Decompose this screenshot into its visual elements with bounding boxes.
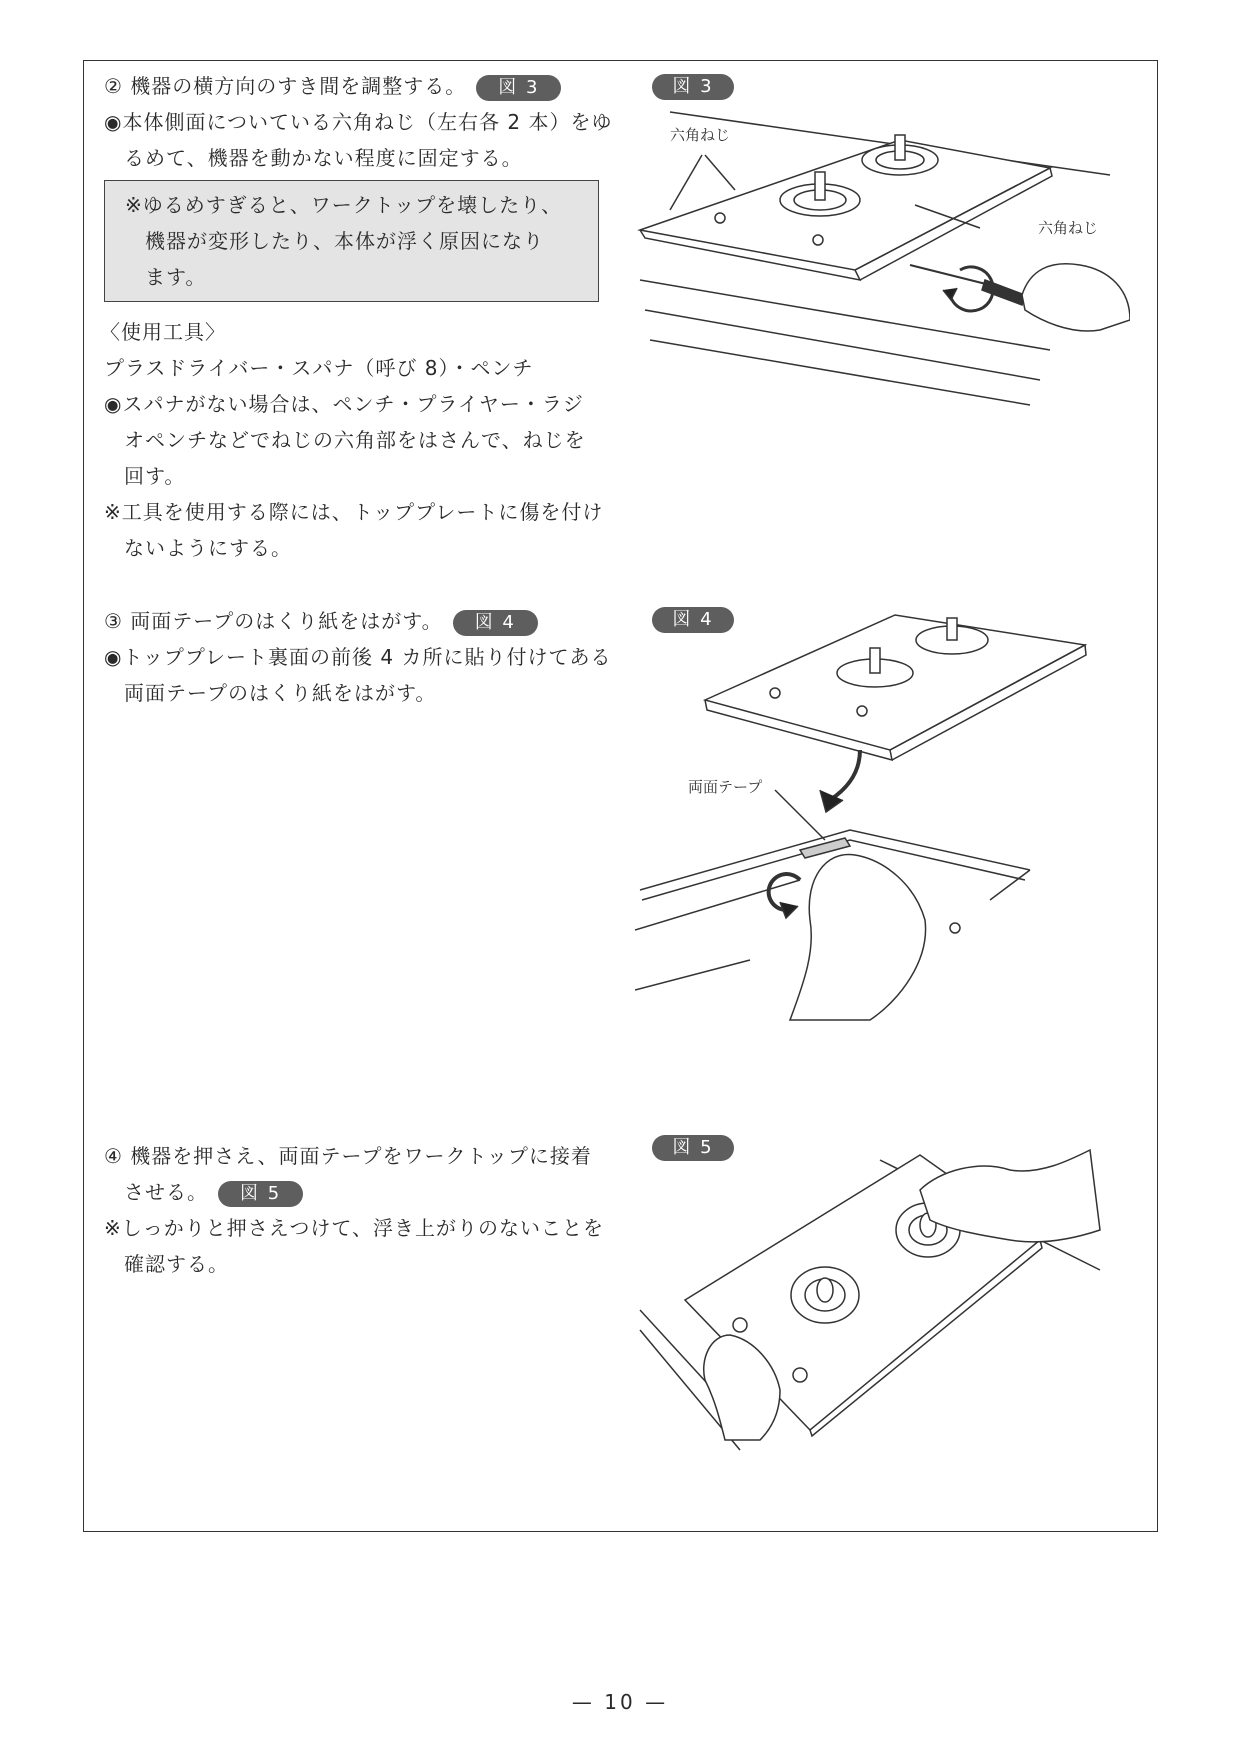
step3-line2: 両面テープのはくり紙をはがす。 [124,681,437,705]
caution-line3: ます。 [145,265,207,289]
step3-line1: ◉トッププレート裏面の前後 4 カ所に貼り付けてある [104,645,612,669]
step2-figure-badge: 図 3 [476,75,561,101]
step2-title: ② 機器の横方向のすき間を調整する。 [104,74,467,98]
warn-line2: ないようにする。 [124,536,292,560]
figure-3-illustration [630,100,1130,420]
tip-line3: 回す。 [124,464,186,488]
step4-note1: ※しっかりと押さえつけて、浮き上がりのないことを [104,1216,604,1240]
fig3-callout-right: 六角ねじ [1038,219,1099,237]
tip-line2: オペンチなどでねじの六角部をはさんで、ねじを [124,428,586,452]
figure-4 [630,600,1110,1030]
step4-line2: させる。 [124,1180,208,1204]
fig4-callout: 両面テープ [688,778,763,796]
caution-line2: 機器が変形したり、本体が浮く原因になり [145,229,544,253]
step3-figure-badge: 図 4 [453,610,538,636]
fig5-label: 図 5 [652,1135,734,1161]
step2-heading [104,68,561,104]
tools-heading: 〈使用工具〉 [100,320,226,344]
step4-note2: 確認する。 [124,1252,229,1276]
step2-line1: ◉本体側面についている六角ねじ（左右各 2 本）をゆ [104,110,613,134]
caution-line1: ※ゆるめすぎると、ワークトップを壊したり、 [125,193,563,217]
step3-title: ③ 両面テープのはくり紙をはがす。 [104,609,443,633]
tip-line1: ◉スパナがない場合は、ペンチ・プライヤー・ラジ [104,392,584,416]
figure-5 [630,1130,1110,1510]
step4-title: ④ 機器を押さえ、両面テープをワークトップに接着 [104,1144,592,1168]
figure-3 [630,100,1130,420]
page-number: — 10 — [571,1690,669,1714]
step4-figure-badge: 図 5 [218,1181,303,1207]
fig4-label: 図 4 [652,607,734,633]
warn-line1: ※工具を使用する際には、トッププレートに傷を付け [104,500,604,524]
figure-5-illustration [630,1130,1110,1510]
step3-heading [104,603,538,639]
tools-list: プラスドライバー・スパナ（呼び 8）・ペンチ [104,356,534,380]
caution-box [104,180,599,302]
fig3-label: 図 3 [652,74,734,100]
fig3-callout-left: 六角ねじ [670,126,731,144]
figure-4-illustration [630,600,1110,1030]
step4-line2-wrap [124,1174,303,1210]
step2-line2: るめて、機器を動かない程度に固定する。 [124,146,523,170]
